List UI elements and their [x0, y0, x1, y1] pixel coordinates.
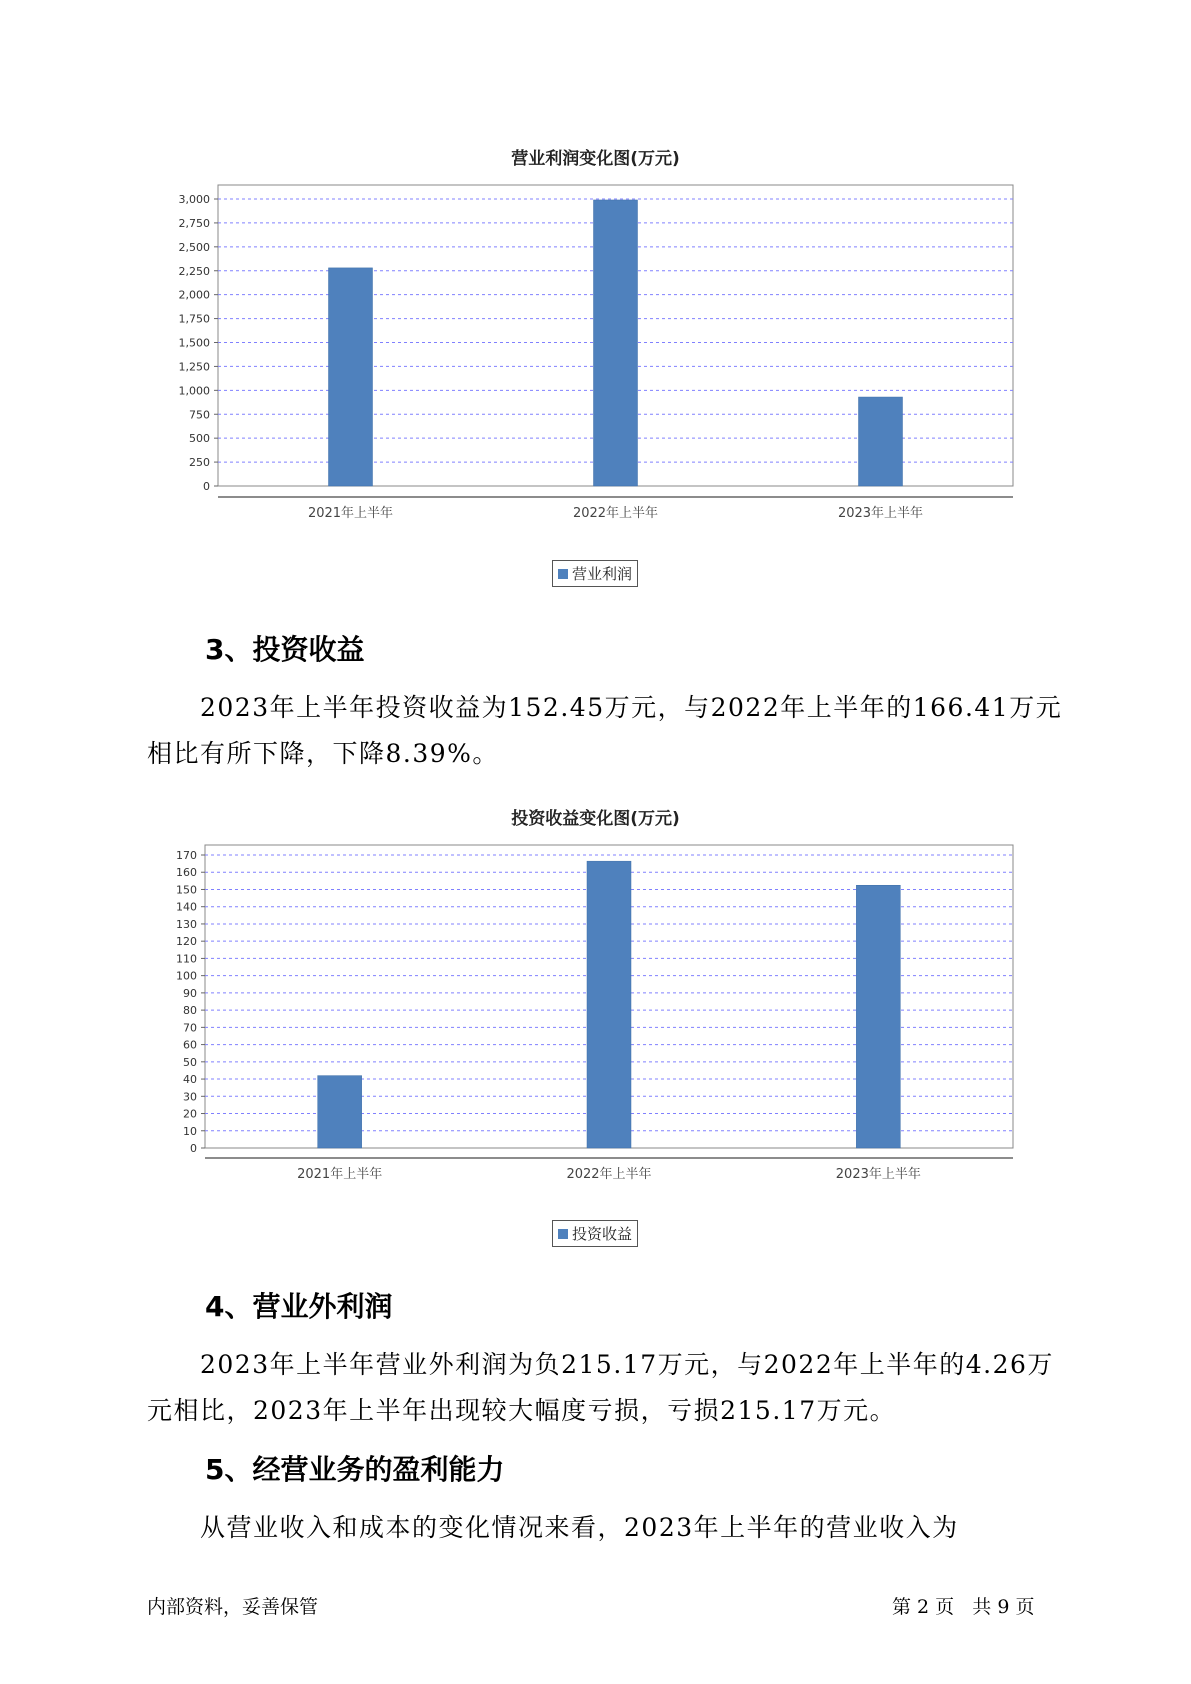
- nonoperating-paragraph-line-2: 元相比，2023年上半年出现较大幅度亏损，亏损215.17万元。: [147, 1396, 897, 1425]
- bar: [859, 397, 903, 486]
- bar: [856, 885, 900, 1148]
- y-tick-label: 130: [176, 917, 197, 931]
- operating-profit-chart: [0, 170, 1191, 521]
- y-tick-label: 120: [176, 935, 197, 949]
- y-tick-label: 80: [183, 1004, 197, 1018]
- bar: [594, 200, 638, 486]
- y-tick-label: 2,000: [178, 288, 210, 302]
- bar: [329, 268, 373, 486]
- y-tick-label: 100: [176, 969, 197, 983]
- x-tick-label: 2023年上半年: [837, 506, 924, 521]
- y-tick-label: 160: [176, 866, 197, 880]
- y-tick-label: 250: [189, 456, 210, 470]
- chart2-title: 投资收益变化图(万元): [511, 809, 680, 829]
- nonoperating-paragraph-line-1: 2023年上半年营业外利润为负215.17万元，与2022年上半年的4.26万: [200, 1350, 1054, 1379]
- y-tick-label: 50: [183, 1055, 197, 1069]
- section-heading-profitability: 5、经营业务的盈利能力: [205, 1453, 505, 1486]
- chart1-title: 营业利润变化图(万元): [511, 149, 680, 169]
- y-tick-label: 3,000: [178, 193, 210, 206]
- section-heading-nonoperating: 4、营业外利润: [205, 1290, 393, 1323]
- legend-swatch: [558, 1229, 568, 1239]
- y-tick-label: 0: [190, 1142, 197, 1155]
- y-tick-label: 70: [183, 1021, 197, 1035]
- profitability-paragraph-line-1: 从营业收入和成本的变化情况来看，2023年上半年的营业收入为: [200, 1513, 959, 1542]
- y-tick-label: 2,250: [178, 264, 210, 278]
- y-tick-label: 60: [183, 1038, 197, 1052]
- y-tick-label: 500: [189, 432, 210, 446]
- chart2-legend: [552, 1220, 638, 1247]
- y-tick-label: 1,000: [178, 384, 210, 398]
- legend-swatch: [558, 569, 568, 579]
- y-tick-label: 1,250: [178, 360, 210, 374]
- y-tick-label: 0: [203, 480, 210, 493]
- chart1-legend-label: 营业利润: [572, 565, 633, 583]
- y-tick-label: 110: [176, 952, 197, 966]
- x-tick-label: 2021年上半年: [297, 1167, 383, 1182]
- investment-paragraph-line-1: 2023年上半年投资收益为152.45万元，与2022年上半年的166.41万元: [200, 693, 1063, 722]
- investment-paragraph-line-2: 相比有所下降，下降8.39%。: [147, 739, 499, 768]
- footer-confidential-note: 内部资料，妥善保管: [147, 1596, 319, 1618]
- bar: [587, 861, 631, 1148]
- y-tick-label: 90: [183, 986, 197, 1000]
- y-tick-label: 750: [189, 408, 210, 422]
- footer-page-number: 第 2 页 共 9 页: [892, 1596, 1035, 1618]
- y-tick-label: 1,500: [178, 336, 210, 350]
- y-tick-label: 1,750: [178, 312, 210, 326]
- y-tick-label: 10: [183, 1124, 197, 1138]
- y-tick-label: 20: [183, 1107, 197, 1121]
- y-tick-label: 2,500: [178, 240, 210, 254]
- investment-income-chart: [0, 835, 1191, 1182]
- y-tick-label: 150: [176, 883, 197, 897]
- chart1-legend: [552, 560, 638, 587]
- x-tick-label: 2021年上半年: [307, 506, 394, 521]
- x-tick-label: 2023年上半年: [835, 1167, 921, 1182]
- y-tick-label: 30: [183, 1090, 197, 1104]
- section-heading-investment: 3、投资收益: [205, 633, 365, 666]
- y-tick-label: 40: [183, 1073, 197, 1087]
- chart2-legend-label: 投资收益: [572, 1225, 633, 1243]
- x-tick-label: 2022年上半年: [566, 1167, 652, 1182]
- x-tick-label: 2022年上半年: [572, 506, 659, 521]
- bar: [318, 1076, 362, 1148]
- y-tick-label: 140: [176, 900, 197, 914]
- y-tick-label: 2,750: [178, 216, 210, 230]
- y-tick-label: 170: [176, 849, 197, 862]
